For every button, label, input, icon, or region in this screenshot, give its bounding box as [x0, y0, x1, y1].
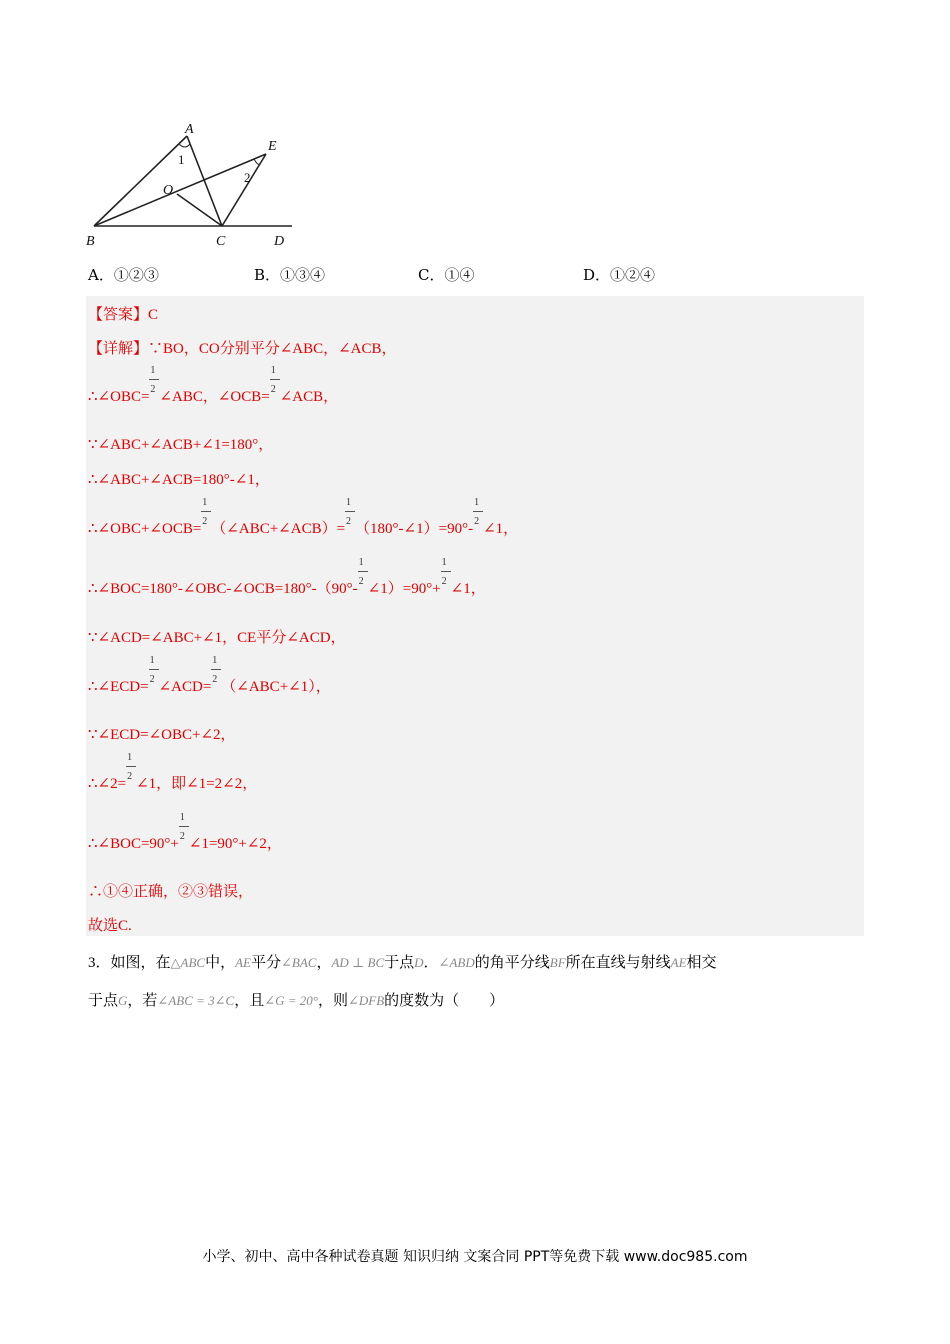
- label-e: E: [268, 139, 277, 154]
- solution-line-10: ∴∠2= $\frac{1}{2}$ ∠1，即∠1=2∠2，: [88, 752, 258, 792]
- solution-line-9: ∵∠ECD=∠OBC+∠2，: [88, 727, 236, 743]
- solution-line-11: ∴∠BOC=90°+ $\frac{1}{2}$ ∠1=90°+∠2，: [88, 812, 282, 852]
- label-angle-2: 2: [244, 170, 251, 185]
- label-o: O: [163, 183, 174, 198]
- answer-options: [88, 264, 868, 286]
- page-footer: 小学、初中、高中各种试卷真题 知识归纳 文案合同 PPT等免费下载 www.doc985.com: [202, 1249, 748, 1265]
- question-3-line-2: 于点G，若∠ABC = 3∠C，且∠G = 20°，则∠DFB的度数为（ ）: [88, 993, 505, 1009]
- solution-line-8: ∴∠ECD= $\frac{1}{2}$ ∠ACD= $\frac{1}{2}$ （∠ABC+∠1），: [88, 655, 331, 695]
- angle-1-arc: [179, 144, 190, 147]
- solution-line-5: ∴∠OBC+∠OCB= $\frac{1}{2}$ （∠ABC+∠ACB）= $\frac{1}{2}$ （180°-∠1）=90°- $\frac{1}{2}$ ∠1，: [88, 497, 519, 537]
- solution-line-3: ∵∠ABC+∠ACB+∠1=180°，: [88, 437, 274, 453]
- answer-value: C: [148, 307, 159, 323]
- label-b: B: [86, 234, 95, 249]
- solution-line-1: ∵BO，CO分别平分∠ABC，∠ACB，: [148, 341, 397, 357]
- answer-line: [88, 303, 158, 324]
- angle-2-arc: [254, 159, 260, 164]
- solution-line-12: ∴①④正确，②③错误，: [88, 884, 254, 900]
- fraction-half: $\frac{1}{2}$: [149, 677, 159, 691]
- fraction-half: $\frac{1}{2}$: [270, 387, 280, 401]
- question-3-line-1: 3．如图，在△ABC中，AE平分∠BAC，AD ⊥ BC于点D．∠ABD的角平分线BF所在直线与射线AE相交: [88, 955, 717, 971]
- label-c: C: [216, 234, 226, 249]
- fraction-half: $\frac{1}{2}$: [345, 519, 355, 533]
- solution-line-6: ∴∠BOC=180°-∠OBC-∠OCB=180°-（90°- $\frac{1}{2}$ ∠1）=90°+ $\frac{1}{2}$ ∠1，: [88, 557, 486, 597]
- label-angle-1: 1: [178, 152, 185, 167]
- fraction-half: $\frac{1}{2}$: [179, 834, 189, 848]
- segment-ac: [187, 136, 222, 226]
- solution-line-4: ∴∠ABC+∠ACB=180°-∠1，: [88, 472, 270, 488]
- solution-line-13: 故选C.: [88, 918, 132, 934]
- fraction-half: $\frac{1}{2}$: [441, 579, 451, 593]
- label-d: D: [274, 234, 285, 249]
- fraction-half: $\frac{1}{2}$: [126, 774, 136, 788]
- segment-ba: [94, 136, 187, 226]
- solution-line-7: ∵∠ACD=∠ABC+∠1，CE平分∠ACD，: [88, 630, 346, 646]
- fraction-half: $\frac{1}{2}$: [358, 579, 368, 593]
- fraction-half: $\frac{1}{2}$: [473, 519, 483, 533]
- option-a: A．①②③: [88, 266, 159, 284]
- fraction-half: $\frac{1}{2}$: [201, 519, 211, 533]
- detail-line: [88, 337, 397, 358]
- fraction-half: $\frac{1}{2}$: [211, 677, 221, 691]
- answer-tag: 【答案】: [88, 307, 149, 323]
- geometry-figure: [86, 122, 298, 250]
- option-c: C．①④: [418, 266, 475, 284]
- solution-line-2: ∴∠OBC= $\frac{1}{2}$ ∠ABC，∠OCB= $\frac{1}{2}$ ∠ACB，: [88, 365, 339, 405]
- fraction-half: $\frac{1}{2}$: [149, 387, 159, 401]
- option-b: B．①③④: [254, 266, 326, 284]
- option-d: D．①②④: [583, 266, 656, 284]
- detail-tag: 【详解】: [88, 341, 149, 357]
- label-a: A: [185, 122, 194, 137]
